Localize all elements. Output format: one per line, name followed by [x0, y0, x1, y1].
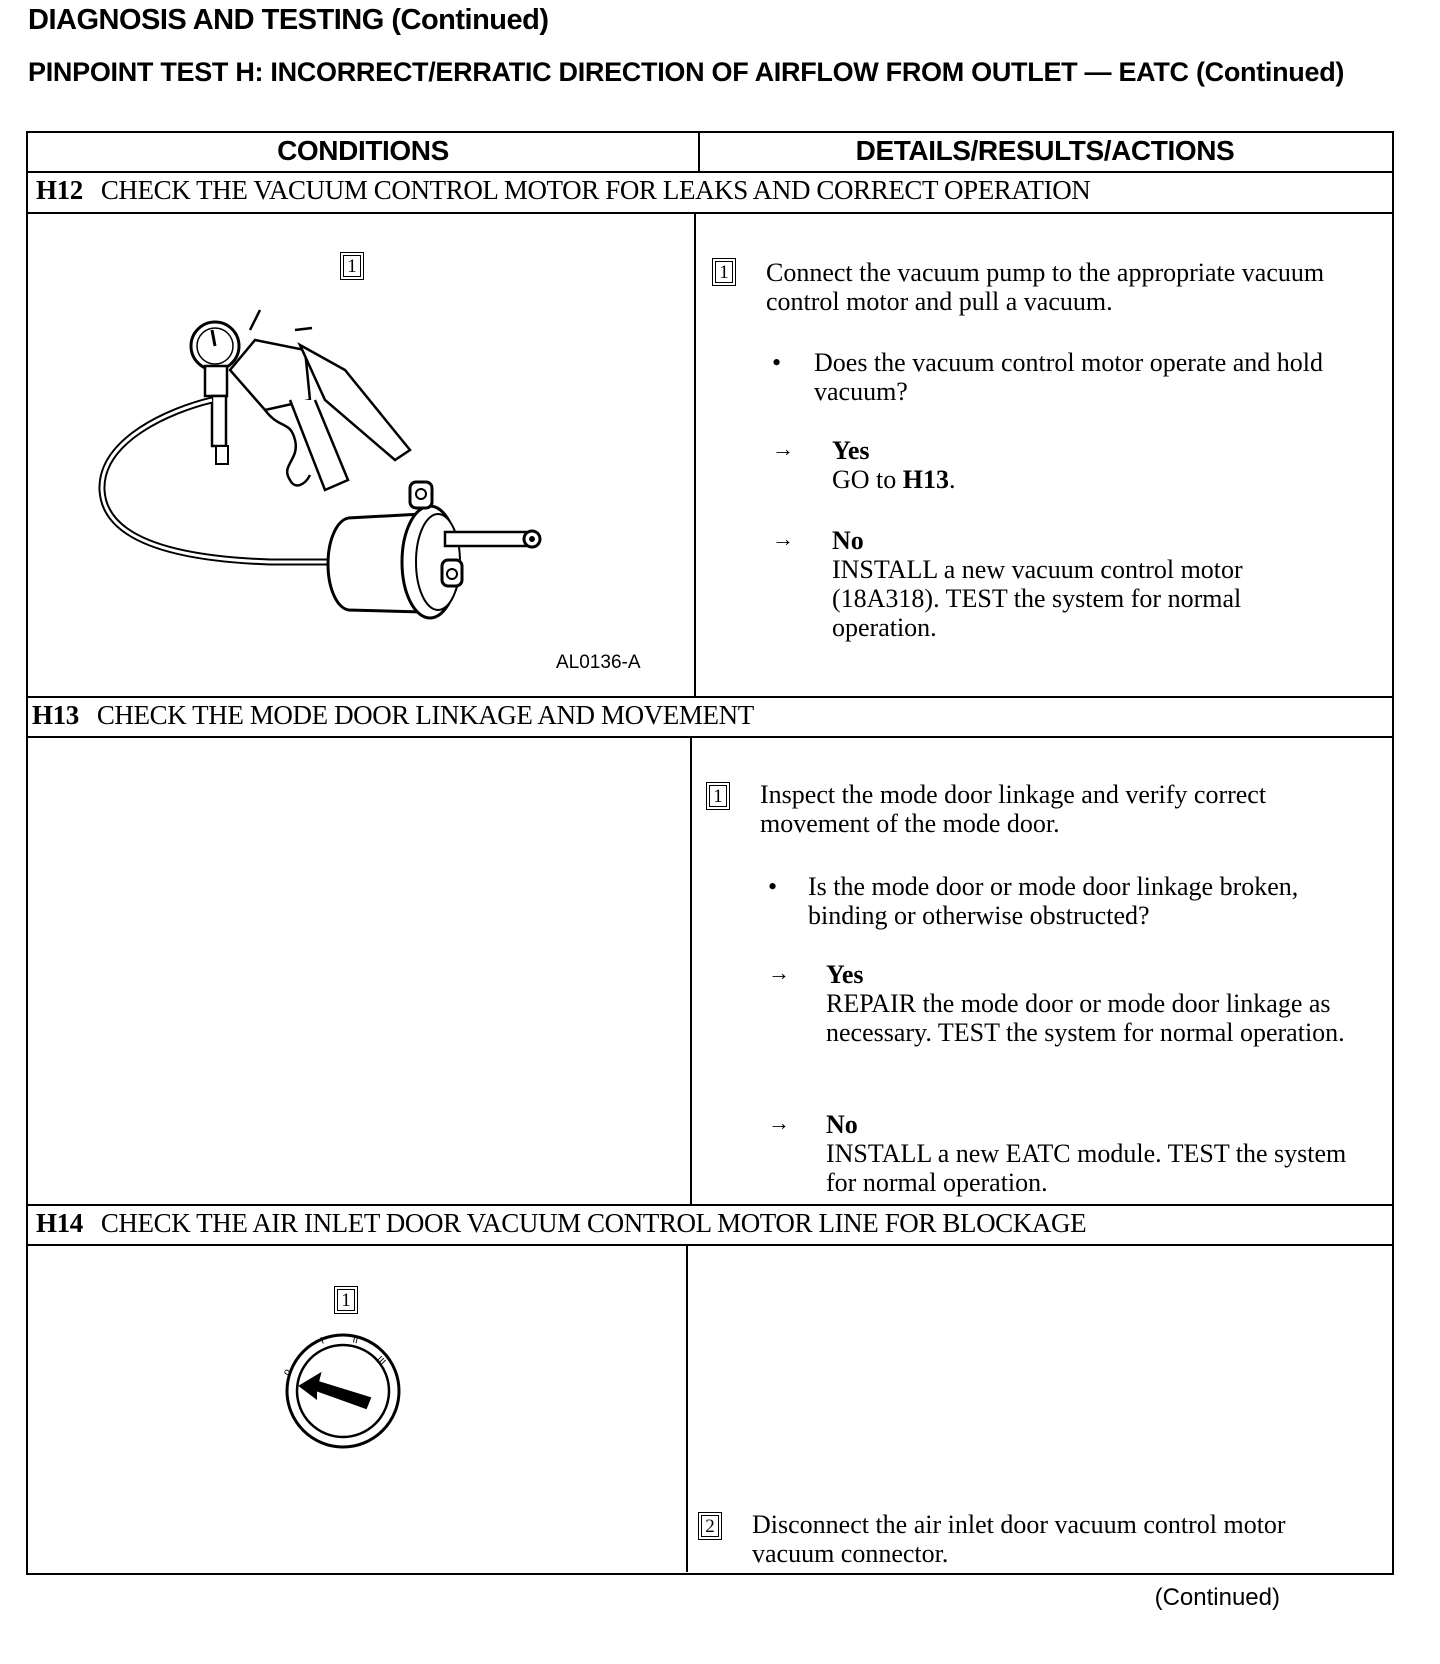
section-id-h14: H14 — [36, 1208, 83, 1238]
continued-footer: (Continued) — [1154, 1584, 1280, 1611]
section-text-h12: CHECK THE VACUUM CONTROL MOTOR FOR LEAKS AND CORRECT OPERATION — [100, 175, 1091, 205]
column-divider-top — [698, 131, 700, 173]
section-id-h12: H12 — [36, 175, 83, 205]
section-id-h13: H13 — [32, 700, 79, 730]
arrow-icon: → — [772, 436, 794, 461]
step-text-h13-1: Inspect the mode door linkage and verify correct movement of the mode door. — [760, 780, 1267, 838]
divider-h14 — [26, 1204, 1392, 1206]
yes-label: Yes — [826, 960, 864, 989]
vacuum-pump-motor-illustration — [90, 300, 610, 640]
result-yes-h12: Yes GO to H13. — [832, 436, 1332, 494]
section-text-h13: CHECK THE MODE DOOR LINKAGE AND MOVEMENT — [96, 700, 754, 730]
divider-h13-title — [26, 736, 1392, 738]
result-no-h13: No INSTALL a new EATC module. TEST the system for normal operation. — [826, 1110, 1366, 1197]
divider-h14-title — [26, 1244, 1392, 1246]
arrow-icon: → — [772, 526, 794, 551]
yes-label: Yes — [832, 436, 870, 465]
header-divider — [26, 171, 1392, 173]
step-text-h14-2: Disconnect the air inlet door vacuum control motor vacuum connector. — [752, 1510, 1286, 1568]
column-divider-h13 — [690, 736, 692, 1204]
step-marker-h12-1: 1 — [712, 258, 736, 286]
svg-text:II: II — [351, 1334, 360, 1347]
figure-step-marker-h14: 1 — [334, 1286, 358, 1314]
section-title-h12 — [36, 175, 1090, 206]
column-divider-h14 — [686, 1244, 688, 1572]
page-header-title: DIAGNOSIS AND TESTING (Continued) — [28, 4, 549, 36]
column-header-details: DETAILS/RESULTS/ACTIONS — [855, 135, 1235, 166]
result-yes-h13: Yes REPAIR the mode door or mode door linkage as necessary. TEST the system for normal operation. — [826, 960, 1386, 1047]
section-title-h13 — [32, 700, 754, 731]
divider-h13 — [26, 696, 1392, 698]
figure-id-label: AL0136-A — [556, 652, 641, 673]
no-label: No — [832, 526, 864, 555]
svg-text:I: I — [319, 1335, 326, 1347]
question-h13: Is the mode door or mode door linkage broken, binding or otherwise obstructed? — [808, 872, 1299, 930]
control-knob-illustration — [278, 1326, 408, 1456]
figure-step-marker-h12: 1 — [340, 252, 364, 280]
svg-text:III: III — [373, 1354, 388, 1369]
pinpoint-test-title: PINPOINT TEST H: INCORRECT/ERRATIC DIRECTION OF AIRFLOW FROM OUTLET — EATC (Continued) — [28, 57, 1345, 87]
step-text-h12-1: Connect the vacuum pump to the appropriate vacuum control motor and pull a vacuum. — [766, 258, 1325, 316]
bullet-h13: • — [768, 872, 778, 901]
step-marker-h14-2: 2 — [698, 1512, 722, 1540]
result-no-h12: No INSTALL a new vacuum control motor (18A318). TEST the system for normal operation. — [832, 526, 1332, 642]
arrow-icon: → — [768, 960, 790, 985]
section-text-h14: CHECK THE AIR INLET DOOR VACUUM CONTROL MOTOR LINE FOR BLOCKAGE — [100, 1208, 1087, 1238]
column-divider-h12 — [694, 212, 696, 696]
step-marker-h13-1: 1 — [706, 782, 730, 810]
svg-text:o: o — [281, 1367, 294, 1378]
bullet-h12: • — [772, 348, 782, 377]
divider-h12-title — [26, 212, 1392, 214]
section-title-h14 — [36, 1208, 1086, 1239]
no-label: No — [826, 1110, 858, 1139]
question-h12: Does the vacuum control motor operate and hold vacuum? — [814, 348, 1324, 406]
arrow-icon: → — [768, 1110, 790, 1135]
column-header-conditions: CONDITIONS — [277, 135, 449, 166]
